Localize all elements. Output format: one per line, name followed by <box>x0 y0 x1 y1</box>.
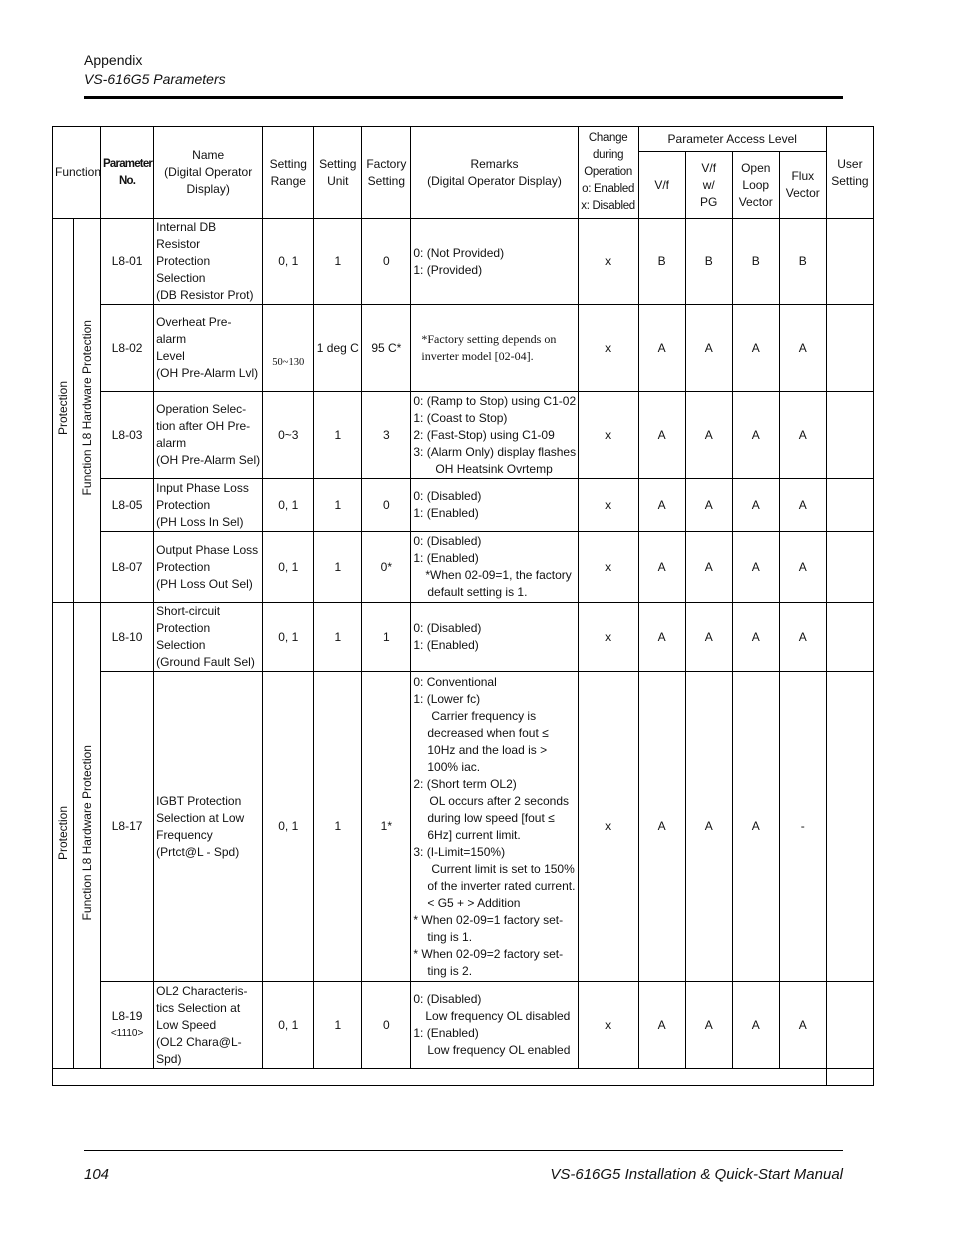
setting-unit: 1 <box>314 479 362 532</box>
access-vf-pg: B <box>685 219 732 305</box>
table-row <box>53 392 874 479</box>
user-setting <box>826 603 873 672</box>
header-subtitle: VS-616G5 Parameters <box>84 71 226 87</box>
empty-cell <box>53 1069 827 1086</box>
user-setting <box>826 479 873 532</box>
factory-setting: 1 <box>362 603 411 672</box>
header-flux-vector: Flux Vector <box>779 152 826 219</box>
remarks: 0: (Disabled) 1: (Enabled) <box>411 603 578 672</box>
table-row <box>53 603 874 672</box>
remarks: *Factory setting depends on inverter model [02-04]. <box>411 305 578 392</box>
access-open-loop: A <box>732 603 779 672</box>
remarks: 0: (Ramp to Stop) using C1-02 1: (Coast to Stop) 2: (Fast-Stop) using C1-09 3: (Alarm Only) display flashes OH Heatsink Ovrtemp <box>411 392 578 479</box>
page-number: 104 <box>84 1166 110 1183</box>
factory-setting: 95 C* <box>362 305 411 392</box>
param-name: IGBT Protection Selection at Low Frequency (Prtct@L - Spd) <box>154 672 263 982</box>
setting-range: 0, 1 <box>263 603 314 672</box>
table-row <box>53 219 874 305</box>
access-open-loop: A <box>732 672 779 982</box>
change-during-op: x <box>578 603 638 672</box>
access-open-loop: A <box>732 392 779 479</box>
header-vf: V/f <box>638 152 685 219</box>
user-setting <box>826 305 873 392</box>
setting-range: 0, 1 <box>263 219 314 305</box>
header-factory-setting: Factory Setting <box>362 127 411 219</box>
header-remarks: Remarks (Digital Operator Display) <box>411 127 578 219</box>
parameter-table <box>52 126 874 1086</box>
factory-setting: 0 <box>362 982 411 1069</box>
access-flux: - <box>779 672 826 982</box>
user-setting <box>826 532 873 603</box>
access-open-loop: A <box>732 532 779 603</box>
access-flux: B <box>779 219 826 305</box>
access-vf: A <box>638 479 685 532</box>
access-flux: A <box>779 603 826 672</box>
user-setting <box>826 219 873 305</box>
access-open-loop: A <box>732 479 779 532</box>
access-vf-pg: A <box>685 672 732 982</box>
header-section: Appendix <box>84 52 143 68</box>
access-open-loop: A <box>732 982 779 1069</box>
setting-range: 0, 1 <box>263 672 314 982</box>
access-vf: A <box>638 603 685 672</box>
table-row <box>53 479 874 532</box>
setting-range: 50~130 <box>263 305 314 392</box>
access-vf: A <box>638 672 685 982</box>
access-vf: B <box>638 219 685 305</box>
param-name: Short-circuit Protection Selection (Ground Fault Sel) <box>154 603 263 672</box>
table-row <box>53 672 874 982</box>
table-row <box>53 532 874 603</box>
header-vf-pg: V/f w/ PG <box>685 152 732 219</box>
table-header-row <box>53 127 874 152</box>
setting-unit: 1 <box>314 532 362 603</box>
header-rule <box>84 96 843 99</box>
change-during-op: x <box>578 392 638 479</box>
access-vf-pg: A <box>685 982 732 1069</box>
change-during-op: x <box>578 219 638 305</box>
group-subfunction-cell: Function L8 Hardware Protection <box>74 603 101 1069</box>
param-no: L8-01 <box>101 219 154 305</box>
header-setting-unit: Setting Unit <box>314 127 362 219</box>
change-during-op: x <box>578 305 638 392</box>
setting-range: 0, 1 <box>263 532 314 603</box>
setting-unit: 1 <box>314 603 362 672</box>
access-vf-pg: A <box>685 479 732 532</box>
param-name: Operation Selec- tion after OH Pre- alarm (OH Pre-Alarm Sel) <box>154 392 263 479</box>
access-vf: A <box>638 305 685 392</box>
param-name: Overheat Pre-alarm Level (OH Pre-Alarm Lvl) <box>154 305 263 392</box>
header-name: Name (Digital Operator Display) <box>154 127 263 219</box>
access-vf-pg: A <box>685 532 732 603</box>
param-name: OL2 Characteris- tics Selection at Low Speed (OL2 Chara@L- Spd) <box>154 982 263 1069</box>
access-vf: A <box>638 392 685 479</box>
access-flux: A <box>779 392 826 479</box>
access-vf: A <box>638 982 685 1069</box>
param-no: L8-03 <box>101 392 154 479</box>
group-function-cell: Protection <box>53 603 74 1069</box>
setting-unit: 1 <box>314 392 362 479</box>
remarks: 0: (Disabled) 1: (Enabled) *When 02-09=1, the factory default setting is 1. <box>411 532 578 603</box>
access-open-loop: B <box>732 219 779 305</box>
user-setting <box>826 672 873 982</box>
access-flux: A <box>779 305 826 392</box>
setting-range: 0, 1 <box>263 982 314 1069</box>
setting-range: 0~3 <box>263 392 314 479</box>
access-flux: A <box>779 532 826 603</box>
header-function: Function <box>53 127 101 219</box>
table-footer-row <box>53 1069 874 1086</box>
setting-unit: 1 <box>314 982 362 1069</box>
param-no: L8-02 <box>101 305 154 392</box>
remarks: 0: (Not Provided) 1: (Provided) <box>411 219 578 305</box>
header-access-level: Parameter Access Level <box>638 127 826 152</box>
access-vf: A <box>638 532 685 603</box>
access-vf-pg: A <box>685 603 732 672</box>
empty-cell <box>826 1069 873 1086</box>
access-vf-pg: A <box>685 305 732 392</box>
setting-unit: 1 <box>314 672 362 982</box>
header-param-no: Parameter No. <box>101 127 154 219</box>
remarks: 0: Conventional 1: (Lower fc) Carrier frequency is decreased when fout ≤ 10Hz and the load is > 100% iac. 2: (Short term OL2) OL occurs after 2 seconds during low speed [fout ≤ 6Hz] current limit. 3: (I-Limit=150%) Current limit is set to 150% of the inverter rated current. < G5 + > Addition * When 02-09=1 factory set- ting is 1. * When 02-09=2 factory set- ting is 2. <box>411 672 578 982</box>
header-change-during-operation: Change during Operation o: Enabled x: Disabled <box>578 127 638 219</box>
group-function-cell: Protection <box>53 219 74 603</box>
manual-title: VS-616G5 Installation & Quick-Start Manual <box>550 1166 843 1183</box>
setting-range: 0, 1 <box>263 479 314 532</box>
factory-setting: 0 <box>362 479 411 532</box>
user-setting <box>826 982 873 1069</box>
access-vf-pg: A <box>685 392 732 479</box>
change-during-op: x <box>578 479 638 532</box>
user-setting <box>826 392 873 479</box>
change-during-op: x <box>578 672 638 982</box>
factory-setting: 0* <box>362 532 411 603</box>
param-no: L8-05 <box>101 479 154 532</box>
param-name: Internal DB Resistor Protection Selection (DB Resistor Prot) <box>154 219 263 305</box>
setting-unit: 1 deg C <box>314 305 362 392</box>
param-no: L8-17 <box>101 672 154 982</box>
change-during-op: x <box>578 532 638 603</box>
factory-setting: 3 <box>362 392 411 479</box>
footer-rule <box>84 1150 843 1151</box>
change-during-op: x <box>578 982 638 1069</box>
header-setting-range: Setting Range <box>263 127 314 219</box>
table-row <box>53 982 874 1069</box>
access-flux: A <box>779 479 826 532</box>
param-no: L8-19 <1110> <box>101 982 154 1069</box>
table-row <box>53 305 874 392</box>
setting-unit: 1 <box>314 219 362 305</box>
header-user-setting: User Setting <box>826 127 873 219</box>
param-no: L8-10 <box>101 603 154 672</box>
factory-setting: 1* <box>362 672 411 982</box>
param-name: Output Phase Loss Protection (PH Loss Out Sel) <box>154 532 263 603</box>
param-no: L8-07 <box>101 532 154 603</box>
access-flux: A <box>779 982 826 1069</box>
access-open-loop: A <box>732 305 779 392</box>
param-name: Input Phase Loss Protection (PH Loss In Sel) <box>154 479 263 532</box>
remarks: 0: (Disabled) Low frequency OL disabled 1: (Enabled) Low frequency OL enabled <box>411 982 578 1069</box>
group-subfunction-cell: Function L8 Hardware Protection <box>74 219 101 603</box>
remarks: 0: (Disabled) 1: (Enabled) <box>411 479 578 532</box>
factory-setting: 0 <box>362 219 411 305</box>
header-open-loop-vector: Open Loop Vector <box>732 152 779 219</box>
